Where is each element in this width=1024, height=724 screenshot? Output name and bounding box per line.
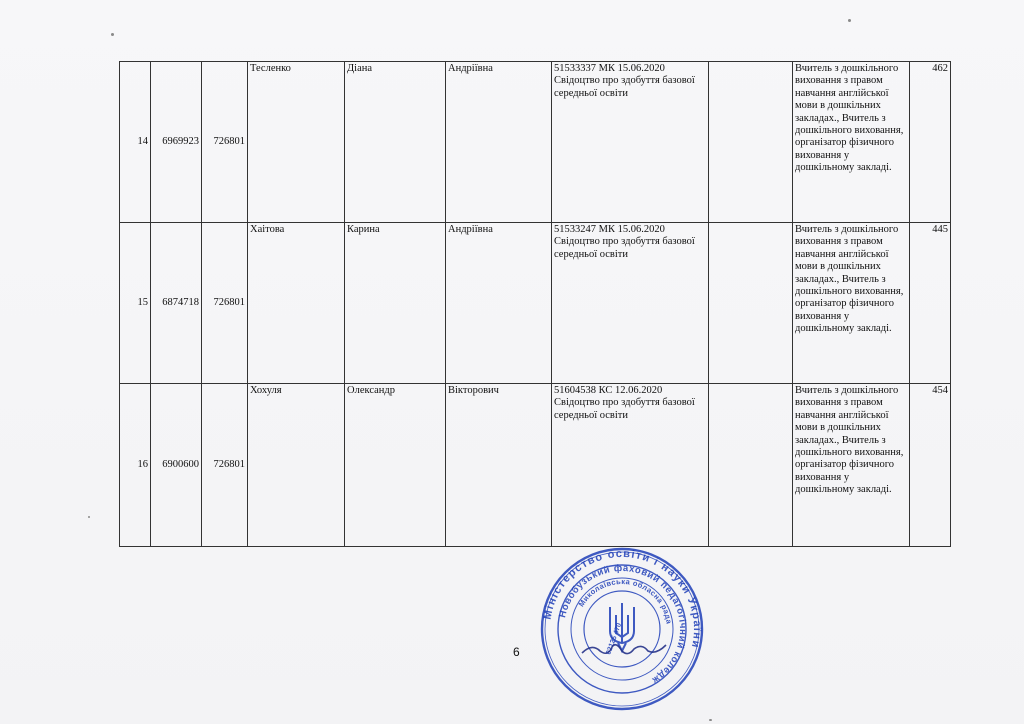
document-cell	[552, 384, 709, 547]
score: 445	[910, 223, 951, 384]
score: 454	[910, 384, 951, 547]
table-row	[120, 62, 951, 223]
surname: Хохуля	[248, 384, 345, 547]
notes	[709, 62, 793, 223]
document-number: 51533247 МК 15.06.2020	[554, 224, 665, 235]
applicant-id: 6969923	[151, 62, 202, 223]
document-type: Свідоцтво про здобуття базової середньої освіти	[554, 75, 695, 99]
notes	[709, 223, 793, 384]
score: 462	[910, 62, 951, 223]
scan-speck	[111, 33, 114, 36]
specialization: Вчитель з дошкільного виховання з правом навчання англійської мови в дошкільних закладах., Вчитель з дошкільного виховання, організатор фізичного виховання у дошкільному закладі.	[793, 223, 910, 384]
stamp-middle-text: Новобузький фаховий педагогічний коледж	[557, 562, 689, 686]
stamp-inner-text: Миколаївська обласна рада	[576, 576, 674, 625]
row-number: 16	[120, 384, 151, 547]
records-table	[119, 61, 951, 547]
program-code: 726801	[202, 62, 248, 223]
first-name: Олександр	[345, 384, 446, 547]
program-code: 726801	[202, 384, 248, 547]
applicant-id: 6874718	[151, 223, 202, 384]
surname: Тесленко	[248, 62, 345, 223]
document-type: Свідоцтво про здобуття базової середньої освіти	[554, 397, 695, 421]
patronymic: Вікторович	[446, 384, 552, 547]
stamp-outer-text: Міністерство освіти і науки України	[541, 547, 704, 650]
first-name: Діана	[345, 62, 446, 223]
patronymic: Андріївна	[446, 62, 552, 223]
surname: Хаітова	[248, 223, 345, 384]
document-type: Свідоцтво про здобуття базової середньої освіти	[554, 236, 695, 260]
scan-speck	[848, 19, 851, 22]
patronymic: Андріївна	[446, 223, 552, 384]
document-cell	[552, 62, 709, 223]
row-number: 14	[120, 62, 151, 223]
page-number: 6	[513, 645, 520, 659]
document-cell	[552, 223, 709, 384]
table-row	[120, 223, 951, 384]
specialization: Вчитель з дошкільного виховання з правом навчання англійської мови в дошкільних закладах., Вчитель з дошкільного виховання, організатор фізичного виховання у дошкільному закладі.	[793, 62, 910, 223]
specialization: Вчитель з дошкільного виховання з правом навчання англійської мови в дошкільних закладах., Вчитель з дошкільного виховання, організатор фізичного виховання у дошкільному закладі.	[793, 384, 910, 547]
row-number: 15	[120, 223, 151, 384]
official-stamp	[538, 545, 706, 713]
applicant-id: 6900600	[151, 384, 202, 547]
notes	[709, 384, 793, 547]
scan-speck	[88, 516, 90, 518]
scan-speck	[709, 719, 712, 721]
table-row	[120, 384, 951, 547]
stamp-code: 02125 470	[605, 622, 624, 656]
document-number: 51533337 МК 15.06.2020	[554, 63, 665, 74]
first-name: Карина	[345, 223, 446, 384]
program-code: 726801	[202, 223, 248, 384]
document-number: 51604538 КС 12.06.2020	[554, 385, 663, 396]
